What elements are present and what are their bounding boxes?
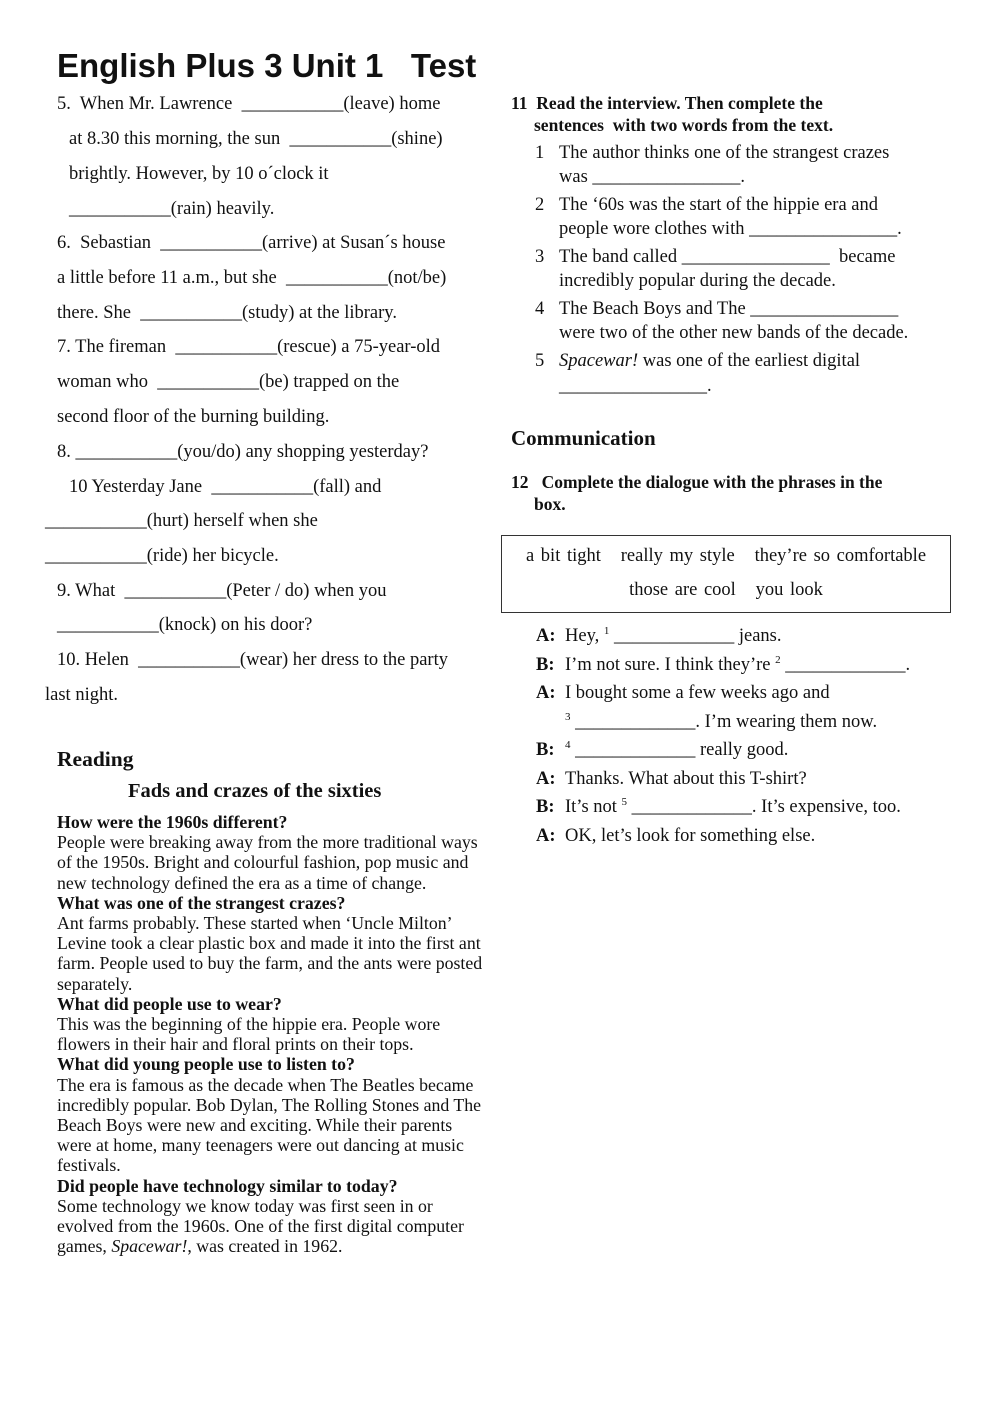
- reading-question: What was one of the strangest crazes?: [57, 892, 346, 913]
- communication-heading: Communication: [511, 426, 656, 450]
- grammar-line[interactable]: there. She ___________(study) at the library.: [57, 303, 397, 323]
- ex11-number: 2: [535, 195, 545, 215]
- reading-question: How were the 1960s different?: [57, 812, 288, 832]
- game-title: Spacewar!: [111, 1236, 188, 1257]
- grammar-line[interactable]: 5. When Mr. Lawrence ___________(leave) home: [57, 94, 441, 114]
- ex11-sentence: incredibly popular during the decade.: [559, 271, 836, 291]
- grammar-line[interactable]: 6. Sebastian ___________(arrive) at Susan´s house: [57, 233, 446, 253]
- grammar-line[interactable]: 10 Yesterday Jane ___________(fall) and: [69, 477, 382, 497]
- grammar-line: brightly. However, by 10 o´clock it: [69, 164, 329, 184]
- reading-answer: [57, 1196, 487, 1257]
- sentence-text: was one of the earliest digital: [638, 351, 861, 371]
- ex11-number: 4: [535, 299, 545, 319]
- dialogue-gap[interactable]: _____________. I’m wearing them now.: [570, 712, 878, 732]
- answer-text: Some technology we know today was first seen in or evolved from the 1960s. One of the first digital computer games,: [57, 1195, 469, 1257]
- reading-answer: People were breaking away from the more traditional ways of the 1950s. Bright and colourful fashion, pop music and new technology defined the era as a time of change.: [57, 832, 483, 893]
- ex12-heading-cont: box.: [534, 494, 566, 514]
- grammar-line[interactable]: 9. What ___________(Peter / do) when you: [57, 581, 387, 601]
- grammar-line[interactable]: woman who ___________(be) trapped on the: [57, 372, 400, 392]
- ex11-sentence: The author thinks one of the strangest crazes: [559, 143, 890, 163]
- gap-number: 1: [603, 625, 610, 637]
- gap-number: 4: [565, 739, 571, 751]
- ex11-number: 3: [535, 247, 545, 267]
- gap-number: 2: [775, 654, 781, 666]
- dialogue-line[interactable]: [536, 654, 910, 676]
- reading-question: What did people use to wear?: [57, 993, 282, 1014]
- ex11-sentence: [559, 350, 860, 372]
- ex11-number: 5: [535, 351, 545, 371]
- dialogue-text: I’m not sure. I think they’re: [565, 655, 776, 675]
- speaker-label: B:: [536, 797, 555, 817]
- reading-answer: Ant farms probably. These started when ‘Uncle Milton’ Levine took a clear plastic box and made it into the first ant farm. People used to buy the farm, and the ants were posted separately.: [57, 913, 487, 994]
- ex11-number: 1: [535, 143, 545, 163]
- dialogue-gap[interactable]: _____________.: [780, 655, 911, 675]
- grammar-line[interactable]: 10. Helen ___________(wear) her dress to the party: [57, 650, 448, 670]
- grammar-line[interactable]: ___________(knock) on his door?: [57, 615, 313, 635]
- reading-text: [57, 812, 487, 1256]
- dialogue-line[interactable]: [536, 796, 901, 818]
- phrase-box-line: those are cool you look: [629, 580, 823, 600]
- grammar-line[interactable]: at 8.30 this morning, the sun ___________(shine): [69, 129, 443, 149]
- dialogue-gap[interactable]: _____________. It’s expensive, too.: [627, 797, 901, 817]
- gap-number: 5: [621, 796, 628, 808]
- dialogue-text: Hey,: [565, 626, 604, 646]
- grammar-line[interactable]: a little before 11 a.m., but she ___________(not/be): [57, 268, 447, 288]
- ex11-sentence[interactable]: The Beach Boys and The ________________: [559, 299, 899, 319]
- gap-number: 3: [565, 711, 571, 723]
- grammar-line[interactable]: ___________(rain) heavily.: [69, 199, 275, 219]
- ex11-sentence[interactable]: was ________________.: [559, 167, 746, 187]
- dialogue-line[interactable]: [536, 711, 877, 733]
- phrase-box-line: a bit tight really my style they’re so comfortable: [525, 546, 927, 566]
- dialogue-line[interactable]: [536, 739, 788, 761]
- dialogue-gap[interactable]: _____________ really good.: [570, 740, 789, 760]
- reading-answer: The era is famous as the decade when The Beatles became incredibly popular. Bob Dylan, The Rolling Stones and The Beach Boys were new and exciting. While their parents were at home, many teenagers were out dancing at music festivals.: [57, 1074, 486, 1176]
- speaker-label: A:: [536, 626, 556, 646]
- reading-heading: Reading: [57, 747, 134, 771]
- game-title: Spacewar!: [559, 351, 639, 371]
- reading-subtitle: Fads and crazes of the sixties: [128, 780, 382, 802]
- dialogue-line[interactable]: [536, 625, 782, 647]
- dialogue-text: It’s not: [565, 797, 622, 817]
- ex11-sentence[interactable]: ________________.: [559, 376, 712, 396]
- phrase-box: [501, 535, 951, 613]
- ex11-sentence: were two of the other new bands of the decade.: [559, 323, 909, 343]
- ex12-heading: 12 Complete the dialogue with the phrases in the: [511, 472, 883, 492]
- reading-question: Did people have technology similar to today?: [57, 1175, 398, 1196]
- speaker-label: A:: [536, 683, 556, 703]
- grammar-line[interactable]: ___________(ride) her bicycle.: [45, 546, 279, 566]
- ex11-heading: 11 Read the interview. Then complete the: [511, 93, 823, 113]
- dialogue-text: OK, let’s look for something else.: [565, 826, 816, 846]
- answer-text: , was created in 1962.: [187, 1236, 343, 1257]
- reading-answer: This was the beginning of the hippie era. People wore flowers in their hair and floral prints on their tops.: [57, 1014, 445, 1055]
- dialogue-text: Thanks. What about this T-shirt?: [565, 769, 807, 789]
- ex11-sentence[interactable]: The band called ________________ became: [559, 247, 896, 267]
- speaker-label: A:: [536, 769, 556, 789]
- ex11-heading-cont: sentences with two words from the text.: [534, 115, 834, 135]
- speaker-label: B:: [536, 740, 555, 760]
- page-title: English Plus 3 Unit 1 Test: [57, 47, 477, 84]
- grammar-line: last night.: [45, 685, 118, 705]
- grammar-line[interactable]: 7. The fireman ___________(rescue) a 75-year-old: [57, 337, 441, 357]
- ex11-sentence[interactable]: people wore clothes with ________________.: [559, 219, 902, 239]
- dialogue-gap[interactable]: _____________ jeans.: [609, 626, 782, 646]
- speaker-label: B:: [536, 655, 555, 675]
- ex11-sentence: The ‘60s was the start of the hippie era and: [559, 195, 879, 215]
- grammar-line[interactable]: ___________(hurt) herself when she: [45, 511, 318, 531]
- grammar-line: second floor of the burning building.: [57, 407, 330, 427]
- dialogue-line: [536, 825, 815, 847]
- reading-question: What did young people use to listen to?: [57, 1054, 355, 1075]
- dialogue-text: I bought some a few weeks ago and: [565, 683, 830, 703]
- dialogue-line: [536, 768, 807, 790]
- speaker-label: A:: [536, 826, 556, 846]
- dialogue-line: [536, 682, 830, 704]
- grammar-line[interactable]: 8. ___________(you/do) any shopping yesterday?: [57, 442, 429, 462]
